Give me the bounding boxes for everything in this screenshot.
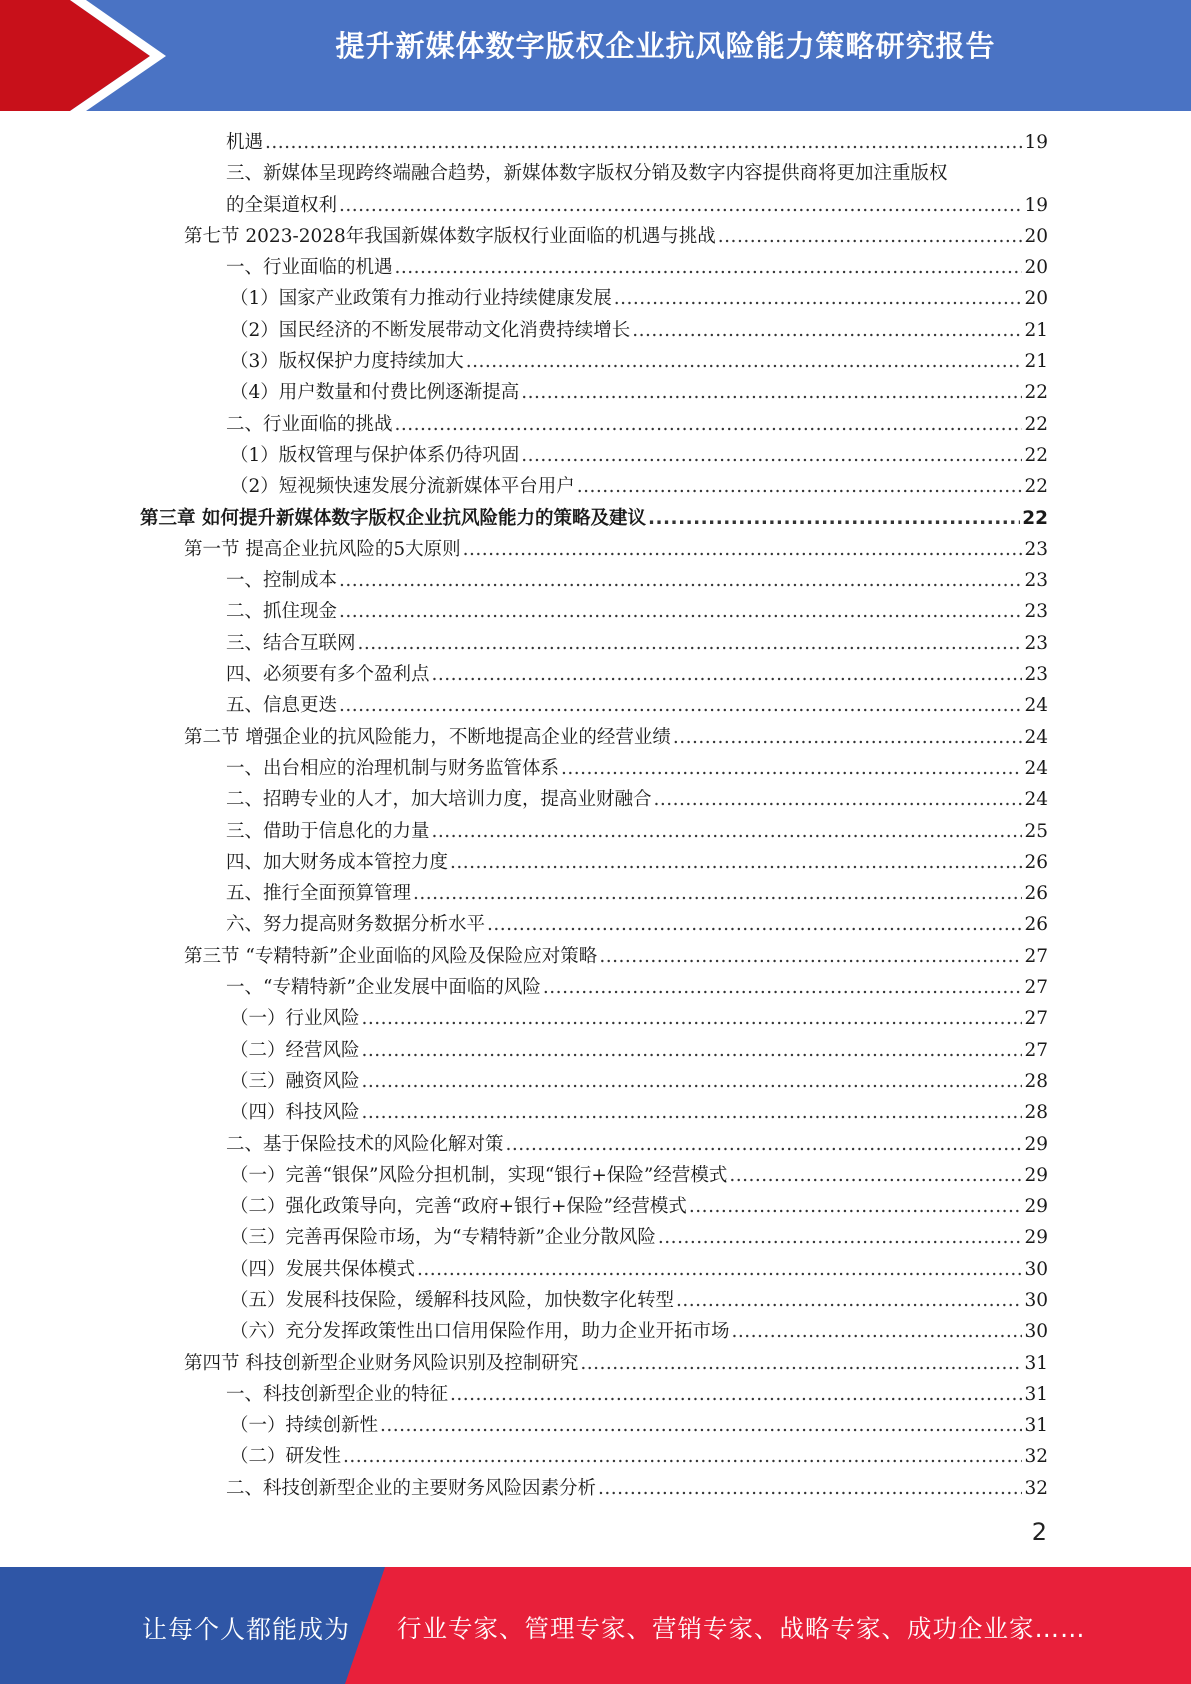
toc-dot-leader (395, 409, 1023, 440)
toc-entry-label: （五）发展科技保险，缓解科技风险，加快数字化转型 (230, 1289, 675, 1311)
toc-entry-label: 一、出台相应的治理机制与财务监管体系 (226, 757, 560, 779)
toc-entry-page: 28 (1024, 1102, 1048, 1124)
toc-entry[interactable] (140, 847, 1048, 878)
page-header (0, 0, 1191, 111)
toc-entry[interactable] (140, 722, 1048, 753)
toc-dot-leader (673, 722, 1023, 753)
toc-entry-page: 24 (1024, 726, 1048, 748)
toc-dot-leader (450, 847, 1022, 878)
toc-entry[interactable] (140, 1129, 1048, 1160)
toc-entry-page: 22 (1024, 413, 1048, 435)
toc-entry-label: 二、科技创新型企业的主要财务风险因素分析 (226, 1477, 597, 1499)
toc-entry-page: 29 (1024, 1164, 1048, 1186)
toc-entry[interactable] (140, 941, 1048, 972)
toc-entry-label: 第三节 “专精特新”企业面临的风险及保险应对策略 (184, 945, 598, 967)
toc-entry[interactable] (140, 659, 1048, 690)
toc-dot-leader (521, 440, 1022, 471)
toc-entry-label: 四、必须要有多个盈利点 (226, 664, 430, 686)
toc-dot-leader (543, 972, 1023, 1003)
toc-entry-label: （一）行业风险 (230, 1008, 360, 1030)
toc-chapter-entry[interactable] (140, 503, 1048, 534)
toc-entry-list (140, 221, 1048, 1504)
toc-entry-label: 三、结合互联网 (226, 632, 356, 654)
toc-entry-label: （三）融资风险 (230, 1070, 360, 1092)
toc-dot-leader (463, 534, 1023, 565)
toc-entry[interactable] (140, 816, 1048, 847)
toc-entry[interactable] (140, 1441, 1048, 1472)
toc-dot-leader (506, 1129, 1023, 1160)
toc-entry-label: 一、控制成本 (226, 570, 338, 592)
toc-dot-leader (718, 221, 1023, 252)
toc-entry-page: 23 (1024, 601, 1048, 623)
toc-dot-leader (362, 1066, 1023, 1097)
toc-entry[interactable] (140, 1410, 1048, 1441)
toc-entry-page: 22 (1024, 382, 1048, 404)
toc-entry-page: 31 (1024, 1415, 1048, 1437)
toc-entry[interactable] (140, 346, 1048, 377)
toc-entry[interactable] (140, 878, 1048, 909)
toc-dot-leader (466, 346, 1023, 377)
toc-entry-label: 二、行业面临的挑战 (226, 413, 393, 435)
toc-entry-page: 22 (1024, 476, 1048, 498)
toc-entry[interactable] (140, 565, 1048, 596)
toc-entry[interactable] (140, 190, 1048, 221)
toc-dot-leader (339, 565, 1022, 596)
toc-dot-leader (417, 1254, 1022, 1285)
toc-dot-leader (339, 690, 1022, 721)
toc-entry-page: 26 (1024, 851, 1048, 873)
toc-entry-page: 19 (1024, 132, 1048, 153)
toc-dot-leader (614, 283, 1023, 314)
toc-dot-leader (339, 596, 1022, 627)
toc-entry-page: 30 (1024, 1321, 1048, 1343)
toc-entry[interactable] (140, 1003, 1048, 1034)
toc-entry-label: 二、基于保险技术的风险化解对策 (226, 1133, 504, 1155)
toc-entry-label: （四）科技风险 (230, 1102, 360, 1124)
toc-entry-label: （一）持续创新性 (230, 1415, 379, 1437)
toc-entry[interactable] (140, 1285, 1048, 1316)
toc-entry-label: （1）国家产业政策有力推动行业持续健康发展 (230, 288, 612, 310)
toc-dot-leader (521, 377, 1022, 408)
toc-entry-label: （二）强化政策导向，完善“政府+银行+保险”经营模式 (230, 1196, 687, 1218)
page-footer (0, 1567, 1191, 1684)
toc-entry[interactable] (140, 471, 1048, 502)
toc-entry-label: （4）用户数量和付费比例逐渐提高 (230, 382, 520, 404)
toc-dot-leader (413, 878, 1022, 909)
header-title: 提升新媒体数字版权企业抗风险能力策略研究报告 (335, 29, 996, 63)
toc-entry-label: （2）国民经济的不断发展带动文化消费持续增长 (230, 319, 631, 341)
header-arrow-decoration (0, 0, 180, 111)
toc-entry[interactable] (140, 784, 1048, 815)
toc-entry-page: 29 (1024, 1196, 1048, 1218)
toc-entry-label: （四）发展共保体模式 (230, 1258, 416, 1280)
toc-dot-leader (395, 252, 1023, 283)
toc-entry[interactable] (140, 409, 1048, 440)
toc-entry-label: 二、抓住现金 (226, 601, 338, 623)
toc-entry-page: 27 (1024, 945, 1048, 967)
toc-entry-page: 24 (1024, 757, 1048, 779)
toc-entry[interactable] (140, 1473, 1048, 1504)
toc-dot-leader (654, 784, 1023, 815)
toc-dot-leader (362, 1097, 1023, 1128)
toc-entry-page: 23 (1024, 664, 1048, 686)
toc-dot-leader (658, 1222, 1023, 1253)
toc-entry-page: 31 (1024, 1383, 1048, 1405)
toc-entry-page: 22 (1022, 507, 1048, 529)
toc-entry[interactable] (140, 690, 1048, 721)
toc-entry-page: 27 (1024, 1039, 1048, 1061)
toc-entry[interactable] (140, 909, 1048, 940)
toc-entry[interactable] (140, 1222, 1048, 1253)
toc-entry[interactable] (140, 252, 1048, 283)
toc-entry-label: （六）充分发挥政策性出口信用保险作用，助力企业开拓市场 (230, 1321, 730, 1343)
toc-entry-page: 30 (1024, 1289, 1048, 1311)
toc-entry-label: （2）短视频快速发展分流新媒体平台用户 (230, 476, 575, 498)
toc-dot-leader (676, 1285, 1022, 1316)
toc-entry-page: 27 (1024, 1008, 1048, 1030)
toc-dot-leader (632, 315, 1022, 346)
toc-dot-leader (343, 1441, 1022, 1472)
toc-entry-page: 19 (1024, 194, 1048, 216)
toc-entry[interactable] (140, 283, 1048, 314)
page-number: 2 (1031, 1518, 1047, 1546)
toc-dot-leader (648, 503, 1020, 534)
toc-entry-label: 五、信息更迭 (226, 695, 338, 717)
toc-dot-leader (362, 1003, 1023, 1034)
footer-slogan-right: 行业专家、管理专家、营销专家、战略专家、成功企业家…… (397, 1614, 1086, 1643)
toc-entry-label: 第七节 2023-2028年我国新媒体数字版权行业面临的机遇与挑战 (184, 225, 716, 247)
toc-entry-label: 第一节 提高企业抗风险的5大原则 (184, 538, 461, 560)
toc-dot-leader (339, 190, 1022, 221)
toc-entry-label: 六、努力提高财务数据分析水平 (226, 914, 486, 936)
toc-entry-label: （1）版权管理与保护体系仍待巩固 (230, 444, 520, 466)
toc-dot-leader (561, 753, 1022, 784)
toc-entry[interactable] (140, 315, 1048, 346)
toc-dot-leader (265, 127, 1022, 158)
toc-dot-leader (487, 909, 1022, 940)
toc-entry-page: 26 (1024, 883, 1048, 905)
toc-entry-label: （一）完善“银保”风险分担机制，实现“银行+保险”经营模式 (230, 1164, 728, 1186)
toc-entry[interactable] (140, 1160, 1048, 1191)
toc-entry-page: 22 (1024, 444, 1048, 466)
toc-entry[interactable] (140, 1066, 1048, 1097)
toc-dot-leader (598, 1473, 1022, 1504)
toc-entry[interactable] (140, 1035, 1048, 1066)
toc-dot-leader (599, 941, 1022, 972)
toc-entry-page: 25 (1024, 820, 1048, 842)
toc-entry[interactable] (140, 377, 1048, 408)
toc-entry[interactable] (140, 1316, 1048, 1347)
toc-dot-leader (580, 1348, 1022, 1379)
toc-entry-label: 三、借助于信息化的力量 (226, 820, 430, 842)
toc-entry-label: （二）经营风险 (230, 1039, 360, 1061)
toc-entry-page: 21 (1024, 319, 1048, 341)
toc-entry-page: 20 (1024, 257, 1048, 279)
toc-entry-page: 29 (1024, 1133, 1048, 1155)
toc-entry-page: 32 (1024, 1477, 1048, 1499)
toc-dot-leader (362, 1035, 1023, 1066)
toc-entry-label: 二、招聘专业的人才，加大培训力度，提高业财融合 (226, 789, 652, 811)
toc-entry-label: 五、推行全面预算管理 (226, 883, 412, 905)
toc-entry-page: 30 (1024, 1258, 1048, 1280)
toc-entry-label: 第三章 如何提升新媒体数字版权企业抗风险能力的策略及建议 (140, 507, 646, 529)
toc-entry[interactable] (140, 753, 1048, 784)
toc-entry-label: 机遇 (226, 132, 264, 153)
toc-entry-page: 26 (1024, 914, 1048, 936)
toc-entry-page: 23 (1024, 570, 1048, 592)
toc-dot-leader (450, 1379, 1022, 1410)
toc-entry-label: 一、行业面临的机遇 (226, 257, 393, 279)
toc-entry-page: 32 (1024, 1446, 1048, 1468)
toc-entry[interactable] (140, 1254, 1048, 1285)
toc-entry-page: 23 (1024, 538, 1048, 560)
toc-entry-page: 28 (1024, 1070, 1048, 1092)
toc-dot-leader (380, 1410, 1022, 1441)
toc-entry-label: 一、科技创新型企业的特征 (226, 1383, 449, 1405)
toc-entry-label: （三）完善再保险市场，为“专精特新”企业分散风险 (230, 1227, 656, 1249)
toc-entry-label: 第二节 增强企业的抗风险能力，不断地提高企业的经营业绩 (184, 726, 671, 748)
toc-entry-page: 24 (1024, 695, 1048, 717)
toc-entry[interactable] (140, 1348, 1048, 1379)
footer-slogan-left: 让每个人都能成为 (142, 1615, 351, 1644)
toc-entry[interactable] (140, 534, 1048, 565)
toc-entry-page: 21 (1024, 351, 1048, 373)
toc-dot-leader (577, 471, 1023, 502)
toc-entry-page: 20 (1024, 288, 1048, 310)
toc-entry[interactable] (140, 440, 1048, 471)
toc-entry-page: 27 (1024, 977, 1048, 999)
toc-entry-page: 24 (1024, 789, 1048, 811)
toc-entry-wrapped-line[interactable]: 三、新媒体呈现跨终端融合趋势，新媒体数字版权分销及数字内容提供商将更加注重版权 (226, 163, 948, 185)
toc-entry-label: 的全渠道权利 (226, 194, 338, 216)
toc-entry[interactable] (140, 596, 1048, 627)
toc-dot-leader (732, 1316, 1023, 1347)
toc-entry[interactable] (140, 1379, 1048, 1410)
toc-entry-page: 29 (1024, 1227, 1048, 1249)
toc-dot-leader (432, 816, 1023, 847)
toc-entry-label: 第四节 科技创新型企业财务风险识别及控制研究 (184, 1352, 579, 1374)
table-of-contents (140, 127, 1048, 1504)
toc-entry-page: 23 (1024, 632, 1048, 654)
toc-dot-leader (689, 1191, 1023, 1222)
toc-entry[interactable] (140, 628, 1048, 659)
toc-entry-label: （二）研发性 (230, 1446, 342, 1468)
toc-entry[interactable] (140, 221, 1048, 252)
toc-entry[interactable] (140, 1097, 1048, 1128)
toc-entry[interactable] (140, 127, 1048, 158)
toc-entry[interactable] (140, 1191, 1048, 1222)
toc-entry-label: 一、“专精特新”企业发展中面临的风险 (226, 977, 541, 999)
toc-dot-leader (729, 1160, 1022, 1191)
toc-entry-page: 31 (1024, 1352, 1048, 1374)
toc-dot-leader (358, 628, 1023, 659)
toc-entry-label: 四、加大财务成本管控力度 (226, 851, 449, 873)
toc-entry-page: 20 (1024, 225, 1048, 247)
toc-dot-leader (432, 659, 1023, 690)
toc-entry-label: （3）版权保护力度持续加大 (230, 351, 464, 373)
toc-entry[interactable] (140, 972, 1048, 1003)
